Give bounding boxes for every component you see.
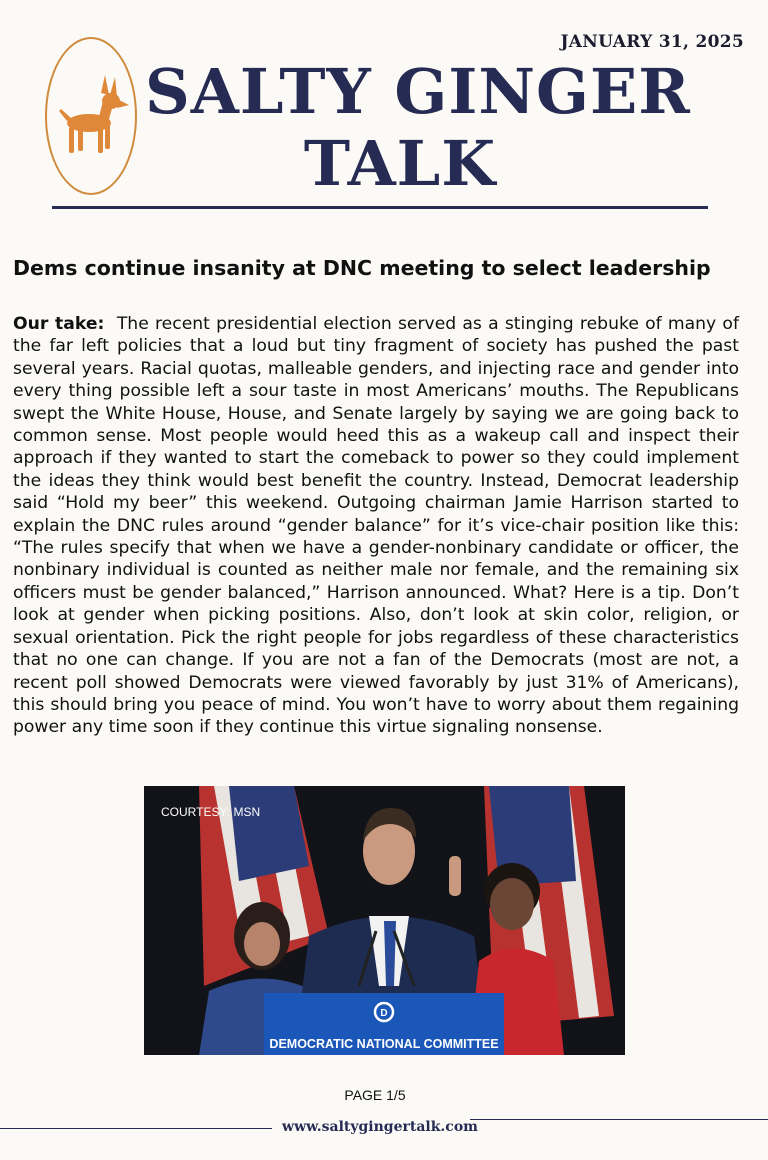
footer-rule-right [470,1119,768,1120]
podium-text: DEMOCRATIC NATIONAL COMMITTEE [269,1037,499,1051]
issue-date: JANUARY 31, 2025 [560,32,744,52]
article-body [13,313,739,739]
masthead-line-2: TALK [303,127,497,200]
podium-logo: D [380,1008,388,1019]
article-text: The recent presidential election served as a stinging rebuke of many of the far left policies that a loud but tiny fragment of society has pushed the past several years. Racial quotas, malleable genders, and injecting race and gender into every thing possible left a sour taste in most Americans’ mouths. The Republicans swept the White House, House, and Senate largely by saying we are going back to common sense. Most people would heed this as a wakeup call and inspect their approach if they wanted to start the comeback to power so they could implement the ideas they think would best benefit the country. Instead, Democrat leadership said “Hold my beer” this weekend. Outgoing chairman Jamie Harrison started to explain the DNC rules around “gender balance” for it’s vice-chair position like this: “The rules specify that when we have a gender-nonbinary candidate or officer, the nonbinary individual is counted as neither male nor female, and the remaining six officers must be gender balanced,” Harrison announced. What? Here is a tip. Don’t look at gender when picking positions. Also, don’t look at skin color, religion, or sexual orientation. Pick the right people for jobs regardless of these characteristics that no one can change. If you are not a fan of the Democrats (most are not, a recent poll showed Democrats were viewed favorably by just 31% of Americans), this should bring you peace of mind. You won’t have to worry about them regaining power any time soon if they continue this virtue signaling nonsense. [13,314,739,738]
photo-illustration [144,786,625,1055]
logo-badge [45,37,137,195]
dog-logo-icon [51,71,131,161]
article-headline: Dems continue insanity at DNC meeting to select leadership [13,256,711,280]
page-number: PAGE 1/5 [344,1087,406,1103]
masthead-title [145,55,691,200]
footer-rule-left [0,1128,272,1129]
header-divider [52,206,708,209]
lead-label: Our take: [13,314,105,334]
article-photo [144,786,625,1055]
website-link[interactable]: www.saltygingertalk.com [282,1119,478,1135]
photo-credit: COURTESY: MSN [161,805,261,819]
masthead-line-1: SALTY GINGER [145,55,691,128]
